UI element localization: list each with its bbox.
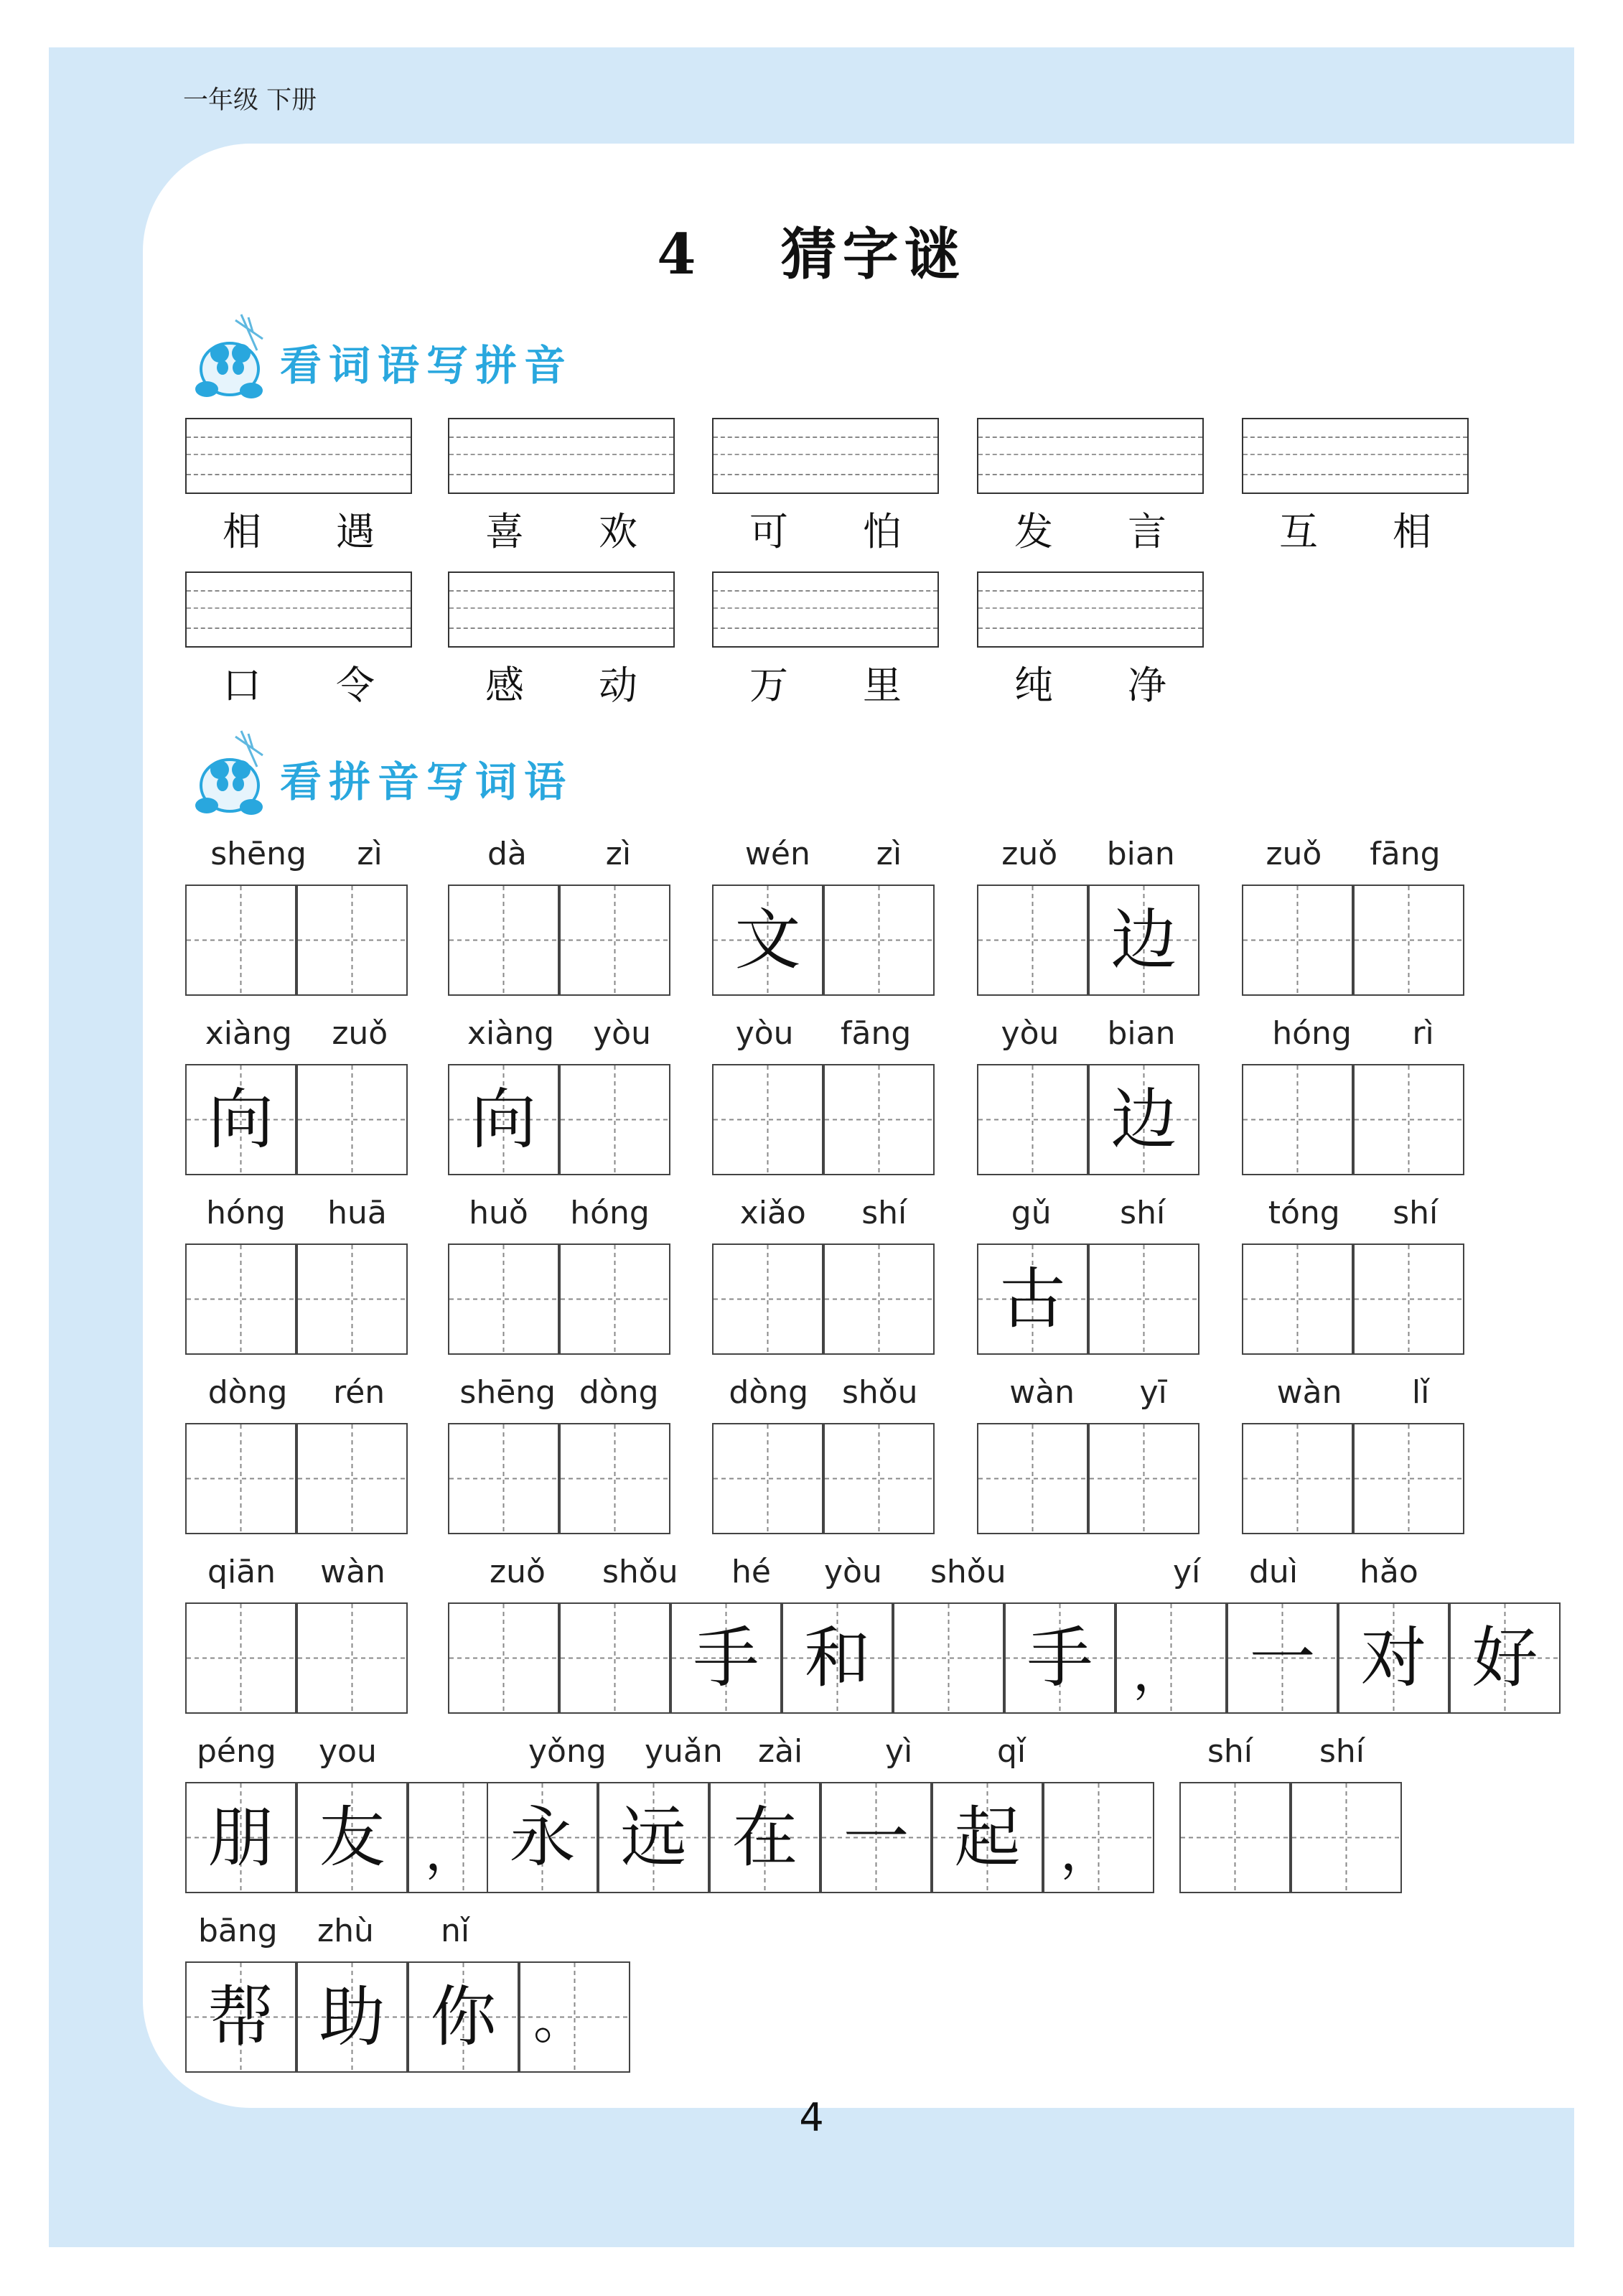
panda-icon [185,310,279,403]
character-cell[interactable] [1088,1243,1199,1355]
pinyin-syllable: zài [758,1733,803,1770]
tian-grid-guides [561,1065,669,1174]
tian-grid-guides [1090,1424,1198,1533]
guide-line [978,607,1202,609]
character-cell[interactable] [1242,1423,1353,1534]
word-label [185,501,412,556]
word-char: 言 [1128,509,1166,554]
pinyin-syllable: yòu [824,1554,882,1590]
guide-line [187,607,411,609]
character-cell[interactable] [823,885,935,996]
pinyin-syllable: shí [1207,1733,1253,1770]
word-label [977,655,1204,710]
word-char: 欢 [599,509,637,554]
lesson-name: 猜字谜 [780,222,966,287]
grade-label: 一年级 下册 [183,86,317,115]
tian-grid-guides [825,886,933,994]
pinyin-label [185,1374,408,1411]
pinyin-syllable: dòng [729,1374,809,1411]
pinyin-syllable: nǐ [441,1913,470,1949]
character-cell[interactable] [712,1423,823,1534]
word-char: 万 [749,663,788,708]
character-cell[interactable] [1353,1243,1464,1355]
character-answer: 远 [620,1799,687,1876]
pinyin-syllable: yī [1139,1374,1167,1411]
tian-grid-guides [1355,886,1463,994]
word-char: 里 [863,663,902,708]
tian-grid-guides [714,1424,822,1533]
character-answer: 永 [509,1799,576,1876]
character-cell[interactable] [559,1423,670,1534]
pinyin-syllable: shí [1120,1195,1166,1231]
character-cell[interactable] [408,1961,519,2073]
lesson-number: 4 [657,222,702,287]
guide-line [449,437,673,438]
pinyin-answer-box[interactable] [185,571,412,648]
character-cell[interactable] [1353,1064,1464,1175]
tian-grid-guides [978,886,1087,994]
pinyin-label [1242,836,1464,872]
character-cell[interactable] [1242,1064,1353,1175]
pinyin-syllable: shēng [459,1374,556,1411]
character-cell[interactable] [1353,1423,1464,1534]
word-char: 可 [749,509,788,554]
guide-line [1243,474,1467,475]
character-answer: 。 [533,1990,586,2050]
pinyin-syllable: bian [1106,836,1175,872]
lesson-title [0,210,1623,290]
pinyin-label [185,1554,408,1590]
character-cell[interactable] [712,885,823,996]
pinyin-label [1242,1195,1464,1231]
pinyin-syllable: hóng [570,1195,650,1231]
guide-line [187,590,411,592]
tian-grid-guides [298,1245,406,1353]
tian-grid-guides [1355,1245,1463,1353]
pinyin-syllable: lǐ [1411,1374,1430,1411]
character-cell[interactable] [670,1602,782,1714]
pinyin-syllable: hǎo [1360,1554,1418,1590]
tian-grid-guides [978,1424,1087,1533]
guide-line [1243,454,1467,455]
tian-grid-guides [978,1065,1087,1174]
pinyin-syllable: qiān [207,1554,276,1590]
word-char: 喜 [485,509,524,554]
character-cell[interactable] [977,885,1088,996]
character-answer: ， [425,1821,477,1882]
pinyin-label [1242,1374,1464,1411]
pinyin-syllable: xiǎo [739,1195,806,1231]
character-cell[interactable] [1242,1243,1353,1355]
character-cell[interactable] [296,885,408,996]
pinyin-syllable: wén [744,836,810,872]
character-cell[interactable] [1338,1602,1449,1714]
word-char: 怕 [863,509,902,554]
tian-grid-guides [1243,886,1352,994]
tian-grid-guides [825,1065,933,1174]
character-cell[interactable] [977,1423,1088,1534]
section-write-pinyin [185,310,616,403]
character-cell[interactable] [448,1423,559,1534]
character-cell[interactable] [296,1782,408,1893]
pinyin-syllable: hé [731,1554,771,1590]
character-answer: 友 [319,1799,385,1876]
word-label [712,501,939,556]
tian-grid-guides [1090,1245,1198,1353]
character-cell[interactable] [1088,1064,1199,1175]
pinyin-answer-box[interactable] [1242,418,1469,494]
pinyin-label [448,1374,670,1411]
word-char: 净 [1128,663,1166,708]
pinyin-label [712,1015,935,1052]
character-cell[interactable] [712,1243,823,1355]
guide-line [449,474,673,475]
character-cell[interactable] [448,885,559,996]
pinyin-syllable: shǒu [841,1374,918,1411]
tian-grid-guides [449,1245,558,1353]
word-char: 发 [1014,509,1053,554]
character-cell[interactable] [487,1782,598,1893]
pinyin-syllable: huǒ [469,1195,528,1231]
word-char: 口 [223,663,261,708]
word-label [712,655,939,710]
pinyin-syllable: hóng [1272,1015,1352,1052]
guide-line [187,627,411,629]
pinyin-syllable: huā [327,1195,387,1231]
pinyin-syllable: tóng [1268,1195,1340,1231]
tian-grid-guides [298,1424,406,1533]
pinyin-syllable: shí [1393,1195,1439,1231]
character-cell[interactable] [1088,885,1199,996]
pinyin-syllable: zuǒ [332,1015,388,1052]
pinyin-syllable: bian [1107,1015,1176,1052]
pinyin-label [185,1195,408,1231]
pinyin-label [977,836,1199,872]
tian-grid-guides [1181,1783,1289,1892]
guide-line [187,437,411,438]
section-title: 看拼音写词语 [280,757,574,806]
character-answer: ， [1133,1642,1185,1702]
character-cell[interactable] [185,1064,296,1175]
pinyin-syllable: zuǒ [1001,836,1058,872]
pinyin-syllable: yǒng [528,1733,607,1770]
guide-line [714,437,937,438]
pinyin-syllable: yòu [593,1015,651,1052]
character-cell[interactable] [1242,885,1353,996]
word-char: 遇 [336,509,375,554]
pinyin-label [712,1195,935,1231]
pinyin-syllable: zhù [317,1913,374,1949]
character-cell[interactable] [296,1423,408,1534]
pinyin-answer-box[interactable] [185,418,412,494]
character-cell[interactable] [1043,1782,1154,1893]
character-cell[interactable] [559,1602,670,1714]
word-label [1242,501,1469,556]
tian-grid-guides [298,886,406,994]
pinyin-syllable: shǒu [930,1554,1006,1590]
character-cell[interactable] [1227,1602,1338,1714]
pinyin-answer-box[interactable] [977,418,1204,494]
pinyin-syllable: zì [357,836,383,872]
pinyin-syllable: xiàng [467,1015,555,1052]
word-char: 纯 [1014,663,1053,708]
guide-line [714,627,937,629]
pinyin-syllable: bāng [198,1913,278,1949]
character-answer: 文 [734,902,801,979]
pinyin-label [712,836,935,872]
tian-grid-guides [449,1424,558,1533]
pinyin-syllable: yí [1173,1554,1201,1590]
tian-grid-guides [825,1245,933,1353]
guide-line [978,590,1202,592]
tian-grid-guides [1355,1424,1463,1533]
pinyin-label [448,1195,670,1231]
pinyin-syllable: shǒu [602,1554,678,1590]
character-answer: 好 [1472,1620,1538,1697]
pinyin-syllable: shí [861,1195,907,1231]
pinyin-syllable: zuǒ [1266,836,1322,872]
pinyin-syllable: hóng [206,1195,286,1231]
pinyin-answer-box[interactable] [448,418,675,494]
pinyin-syllable: yuǎn [645,1733,723,1770]
guide-line [714,607,937,609]
tian-grid-guides [825,1424,933,1533]
tian-grid-guides [298,1065,406,1174]
word-label [185,655,412,710]
pinyin-label [185,836,408,872]
character-answer: 一 [1249,1620,1316,1697]
pinyin-syllable: fāng [840,1015,912,1052]
character-cell[interactable] [448,1602,559,1714]
panda-icon [185,727,279,820]
guide-line [187,454,411,455]
guide-line [714,590,937,592]
pinyin-syllable: rì [1412,1015,1434,1052]
character-cell[interactable] [1115,1602,1227,1714]
pinyin-label [448,836,670,872]
character-answer: 向 [207,1081,274,1158]
character-cell[interactable] [709,1782,820,1893]
pinyin-syllable: yòu [1001,1015,1060,1052]
pinyin-syllable: fāng [1370,836,1441,872]
pinyin-syllable: rén [333,1374,385,1411]
character-cell[interactable] [823,1064,935,1175]
character-cell[interactable] [1088,1423,1199,1534]
tian-grid-guides [298,1604,406,1712]
character-cell[interactable] [1004,1602,1115,1714]
tian-grid-guides [1292,1783,1400,1892]
character-answer: 助 [319,1979,385,2055]
character-cell[interactable] [782,1602,893,1714]
pinyin-syllable: yòu [735,1015,794,1052]
character-cell[interactable] [185,1243,296,1355]
page-number: 4 [799,2095,824,2140]
pinyin-syllable: wàn [1276,1374,1342,1411]
character-cell[interactable] [296,1243,408,1355]
character-answer: 一 [843,1799,909,1876]
word-char: 互 [1279,509,1318,554]
pinyin-syllable: dòng [207,1374,288,1411]
tian-grid-guides [187,886,295,994]
word-char: 令 [336,663,375,708]
character-cell[interactable] [932,1782,1043,1893]
character-cell[interactable] [448,1064,559,1175]
tian-grid-guides [187,1604,295,1712]
pinyin-answer-box[interactable] [712,571,939,648]
word-char: 相 [1393,509,1431,554]
word-char: 动 [599,663,637,708]
character-answer: 帮 [207,1979,274,2055]
pinyin-syllable: gǔ [1011,1195,1052,1231]
character-answer: ， [1060,1821,1113,1882]
pinyin-syllable: xiàng [205,1015,292,1052]
pinyin-syllable: qǐ [997,1733,1026,1770]
character-cell[interactable] [185,885,296,996]
word-label [448,655,675,710]
character-answer: 手 [693,1620,759,1697]
tian-grid-guides [449,886,558,994]
guide-line [1243,437,1467,438]
character-cell[interactable] [448,1243,559,1355]
character-cell[interactable] [185,1961,296,2073]
character-answer: 向 [470,1081,537,1158]
pinyin-syllable: shí [1319,1733,1365,1770]
character-cell[interactable] [820,1782,932,1893]
pinyin-syllable: dà [487,836,527,872]
guide-line [449,454,673,455]
pinyin-label [977,1374,1199,1411]
word-label [448,501,675,556]
pinyin-syllable: duì [1249,1554,1299,1590]
pinyin-syllable: péng [197,1733,276,1770]
pinyin-syllable: zì [605,836,632,872]
character-cell[interactable] [893,1602,1004,1714]
pinyin-answer-box[interactable] [977,571,1204,648]
character-cell[interactable] [296,1602,408,1714]
guide-line [978,437,1202,438]
tian-grid-guides [561,1604,669,1712]
pinyin-syllable: dòng [579,1374,659,1411]
section-title: 看词语写拼音 [280,341,574,390]
pinyin-label [1242,1015,1464,1052]
character-answer: 朋 [207,1799,274,1876]
character-cell[interactable] [185,1423,296,1534]
pinyin-label [977,1195,1199,1231]
tian-grid-guides [714,1245,822,1353]
tian-grid-guides [1355,1065,1463,1174]
character-answer: 和 [804,1620,871,1697]
tian-grid-guides [187,1245,295,1353]
character-cell[interactable] [559,1243,670,1355]
pinyin-syllable: wàn [320,1554,385,1590]
guide-line [978,474,1202,475]
character-cell[interactable] [1179,1782,1291,1893]
tian-grid-guides [714,1065,822,1174]
character-answer: 边 [1110,1081,1177,1158]
tian-grid-guides [449,1604,558,1712]
tian-grid-guides [561,886,669,994]
character-answer: 你 [430,1979,497,2055]
character-cell[interactable] [977,1243,1088,1355]
character-answer: 对 [1360,1620,1427,1697]
character-cell[interactable] [296,1064,408,1175]
guide-line [187,474,411,475]
character-cell[interactable] [185,1782,296,1893]
character-answer: 手 [1026,1620,1093,1697]
character-answer: 在 [731,1799,798,1876]
word-char: 相 [223,509,261,554]
pinyin-answer-box[interactable] [712,418,939,494]
character-cell[interactable] [1291,1782,1402,1893]
section-write-words [185,727,616,820]
character-answer: 边 [1110,902,1177,979]
character-cell[interactable] [296,1961,408,2073]
pinyin-syllable: shēng [210,836,307,872]
character-cell[interactable] [598,1782,709,1893]
character-cell[interactable] [823,1243,935,1355]
character-cell[interactable] [977,1064,1088,1175]
word-char: 感 [485,663,524,708]
tian-grid-guides [1243,1245,1352,1353]
tian-grid-guides [1243,1424,1352,1533]
character-answer: 起 [954,1799,1021,1876]
pinyin-syllable: yì [885,1733,913,1770]
tian-grid-guides [561,1245,669,1353]
tian-grid-guides [187,1424,295,1533]
pinyin-label [448,1015,670,1052]
character-cell[interactable] [559,1064,670,1175]
guide-line [449,590,673,592]
tian-grid-guides [561,1424,669,1533]
guide-line [714,454,937,455]
guide-line [449,627,673,629]
pinyin-syllable: zì [876,836,902,872]
word-label [977,501,1204,556]
pinyin-label [977,1015,1199,1052]
character-cell[interactable] [1449,1602,1561,1714]
character-cell[interactable] [823,1423,935,1534]
character-cell[interactable] [712,1064,823,1175]
character-cell[interactable] [519,1961,630,2073]
pinyin-syllable: zuǒ [490,1554,546,1590]
pinyin-label [712,1374,935,1411]
character-cell[interactable] [185,1602,296,1714]
pinyin-label [185,1015,408,1052]
pinyin-syllable: you [319,1733,377,1770]
guide-line [449,607,673,609]
character-cell[interactable] [1353,885,1464,996]
tian-grid-guides [1243,1065,1352,1174]
pinyin-syllable: wàn [1009,1374,1075,1411]
guide-line [978,454,1202,455]
pinyin-answer-box[interactable] [448,571,675,648]
guide-line [978,627,1202,629]
guide-line [714,474,937,475]
character-cell[interactable] [559,885,670,996]
character-answer: 古 [999,1261,1066,1338]
tian-grid-guides [894,1604,1003,1712]
